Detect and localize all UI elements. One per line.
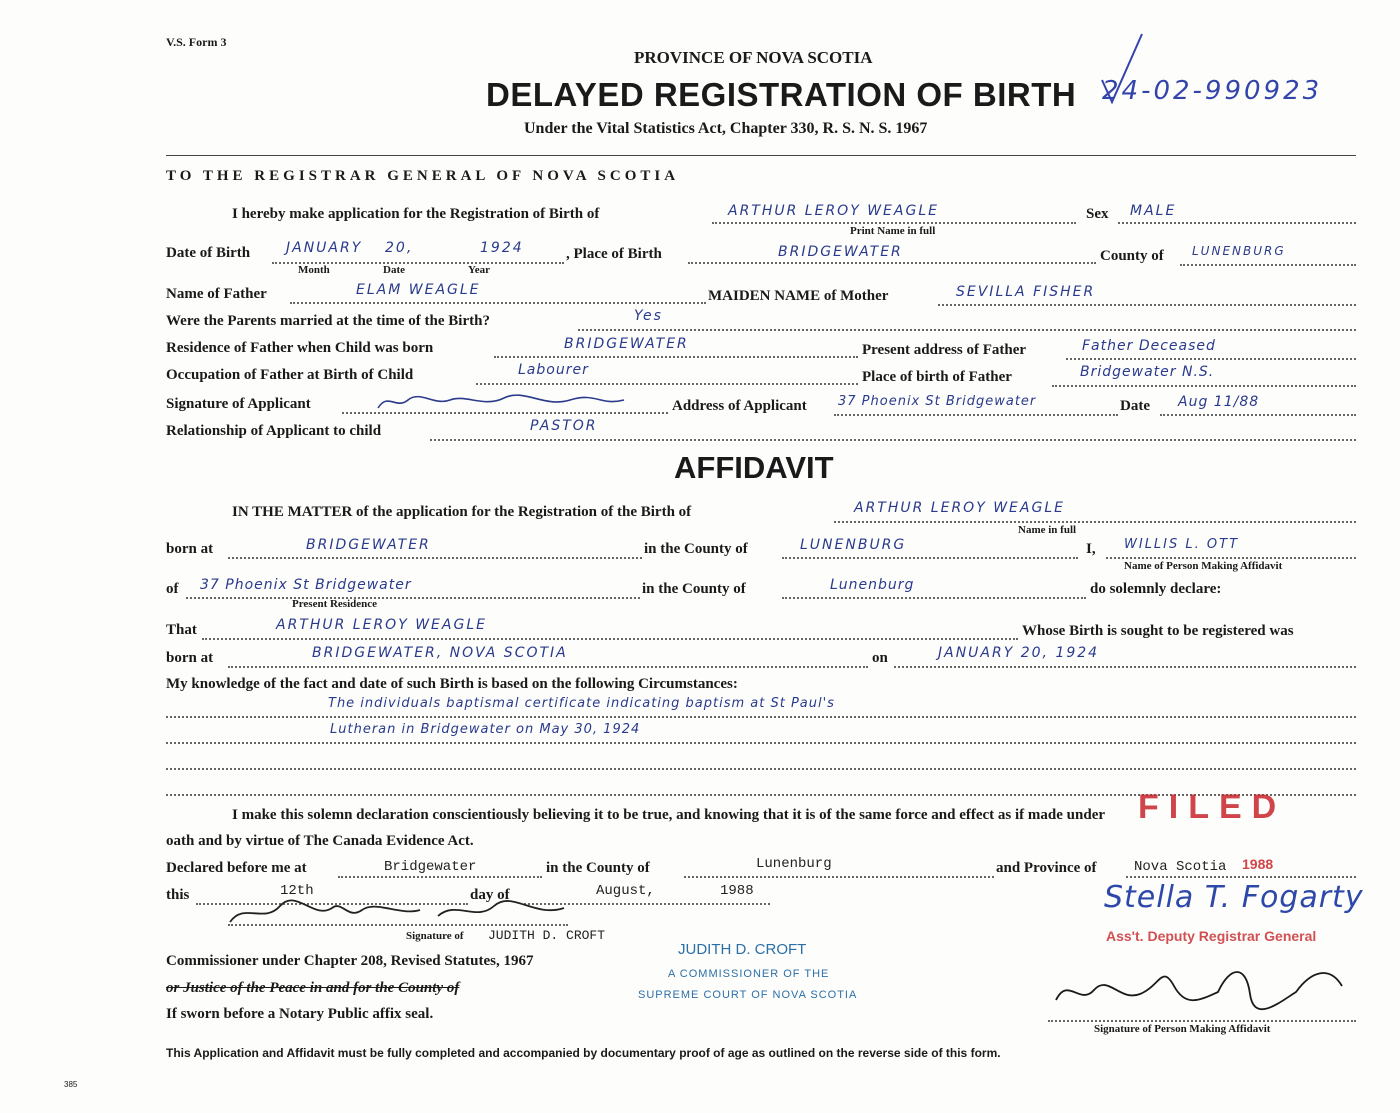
month-field: August, — [596, 883, 655, 899]
father-pob-field: Bridgewater N.S. — [1080, 364, 1215, 380]
filed-year-stamp: 1988 — [1242, 856, 1274, 872]
circumstance-line-2: Lutheran in Bridgewater on May 30, 1924 — [330, 722, 641, 737]
province-label: and Province of — [996, 860, 1097, 876]
affiant-field: WILLIS L. OTT — [1124, 537, 1240, 552]
registrar-title-stamp: Ass't. Deputy Registrar General — [1106, 928, 1317, 944]
relationship-label: Relationship of Applicant to child — [166, 423, 382, 439]
declared-at-field: Bridgewater — [384, 859, 477, 875]
on-date-field: JANUARY 20, 1924 — [938, 645, 1100, 661]
header-divider — [166, 155, 1356, 156]
mother-label: MAIDEN NAME of Mother — [708, 288, 889, 304]
dob-date-field: 20, — [385, 240, 414, 256]
checkmark-icon — [1098, 30, 1148, 110]
pob-field: BRIDGEWATER — [778, 244, 903, 260]
in-county-label-2: in the County of — [642, 581, 746, 597]
county-label: County of — [1100, 248, 1164, 264]
affiant-note: Name of Person Making Affidavit — [1124, 560, 1283, 572]
affiant-county-field: Lunenburg — [830, 577, 915, 593]
page-title: DELAYED REGISTRATION OF BIRTH — [486, 76, 1077, 113]
residence-note: Present Residence — [292, 598, 378, 610]
filed-stamp: FILED — [1138, 788, 1287, 826]
croft-stamp-line3: SUPREME COURT OF NOVA SCOTIA — [638, 989, 858, 1001]
that-label: That — [166, 622, 197, 638]
this-label: this — [166, 887, 190, 903]
applicant-address-label: Address of Applicant — [672, 398, 807, 414]
pob-label: , Place of Birth — [566, 246, 662, 262]
married-field: Yes — [634, 308, 663, 324]
commissioner-line: Commissioner under Chapter 208, Revised Statutes, 1967 — [166, 953, 534, 969]
i-label: I, — [1086, 541, 1096, 557]
to-registrar-line: TO THE REGISTRAR GENERAL OF NOVA SCOTIA — [166, 168, 680, 184]
in-county-label: in the County of — [644, 541, 748, 557]
mother-field: SEVILLA FISHER — [956, 284, 1096, 300]
subtitle: Under the Vital Statistics Act, Chapter 330, R. S. N. S. 1967 — [524, 120, 928, 137]
day-num-field: 12th — [280, 883, 314, 899]
affiant-signature-label: Signature of Person Making Affidavit — [1094, 1023, 1271, 1035]
affiant-residence-field: 37 Phoenix St Bridgewater — [200, 577, 412, 593]
affiant-signature — [1050, 956, 1350, 1020]
father-field: ELAM WEAGLE — [356, 282, 481, 298]
residence-label: Residence of Father when Child was born — [166, 340, 434, 356]
year-field: 1988 — [720, 883, 754, 899]
present-addr-field: Father Deceased — [1082, 338, 1216, 354]
occupation-label: Occupation of Father at Birth of Child — [166, 367, 414, 383]
born-at-label-2: born at — [166, 650, 214, 666]
day-of-label: day of — [470, 887, 510, 903]
date-field: Aug 11/88 — [1178, 394, 1260, 410]
in-county-label-3: in the County of — [546, 860, 650, 876]
child-name-field: ARTHUR LEROY WEAGLE — [728, 203, 939, 219]
of-label: of — [166, 581, 179, 597]
born-at-field-2: BRIDGEWATER, NOVA SCOTIA — [312, 645, 568, 661]
justice-line: or Justice of the Peace in and for the County of — [166, 980, 460, 996]
signature-label: Signature of Applicant — [166, 396, 311, 412]
name-full-note: Name in full — [1018, 524, 1077, 536]
form-id: V.S. Form 3 — [166, 35, 227, 49]
applicant-address-field: 37 Phoenix St Bridgewater — [838, 394, 1037, 409]
father-label: Name of Father — [166, 286, 267, 302]
notary-line: If sworn before a Notary Public affix seal. — [166, 1006, 434, 1022]
year-note: Year — [468, 264, 490, 276]
father-pob-label: Place of birth of Father — [862, 369, 1012, 385]
province-heading: PROVINCE OF NOVA SCOTIA — [634, 48, 873, 67]
matter-label: IN THE MATTER of the application for the Registration of the Birth of — [232, 504, 692, 520]
relationship-field: PASTOR — [530, 418, 598, 434]
applicant-signature — [374, 388, 634, 416]
commissioner-name: JUDITH D. CROFT — [488, 928, 606, 943]
solemn-line-1: I make this solemn declaration conscientiously believing it to be true, and knowing that it is of the same force and effect as if made under — [232, 807, 1106, 823]
whose-birth-label: Whose Birth is sought to be registered was — [1022, 623, 1294, 639]
present-addr-label: Present address of Father — [862, 342, 1027, 358]
that-name-field: ARTHUR LEROY WEAGLE — [276, 617, 487, 633]
dob-year-field: 1924 — [480, 240, 524, 256]
county-field: LUNENBURG — [1192, 244, 1286, 258]
month-note: Month — [298, 264, 330, 276]
date-note: Date — [383, 264, 405, 276]
registration-number: 24-02-990923 — [1102, 76, 1323, 106]
affidavit-county-field: LUNENBURG — [800, 537, 907, 553]
croft-stamp-name: JUDITH D. CROFT — [678, 941, 807, 958]
on-label: on — [872, 650, 888, 666]
dob-month-field: JANUARY — [286, 240, 363, 256]
application-intro: I hereby make application for the Registration of Birth of — [232, 206, 600, 222]
occupation-field: Labourer — [518, 362, 589, 378]
print-name-note: Print Name in full — [850, 225, 936, 237]
date-label: Date — [1120, 398, 1150, 414]
born-at-label: born at — [166, 541, 214, 557]
knowledge-label: My knowledge of the fact and date of such Birth is based on the following Circumstances: — [166, 676, 738, 692]
sex-label: Sex — [1086, 206, 1109, 222]
declared-province-field: Nova Scotia — [1134, 859, 1227, 875]
declare-label: do solemnly declare: — [1090, 581, 1222, 597]
page-code: 385 — [64, 1080, 78, 1089]
croft-stamp-line2: A COMMISSIONER OF THE — [668, 968, 830, 980]
married-label: Were the Parents married at the time of the Birth? — [166, 313, 490, 329]
dob-label: Date of Birth — [166, 245, 251, 261]
signature-of-label: Signature of — [406, 930, 464, 942]
registrar-signature: Stella T. Fogarty — [1104, 880, 1364, 915]
solemn-line-2: oath and by virtue of The Canada Evidence Act. — [166, 833, 474, 849]
affidavit-child-name: ARTHUR LEROY WEAGLE — [854, 500, 1065, 516]
born-at-field: BRIDGEWATER — [306, 537, 431, 553]
sex-field: MALE — [1130, 203, 1177, 219]
residence-field: BRIDGEWATER — [564, 336, 689, 352]
declared-county-field: Lunenburg — [756, 856, 832, 872]
footer-note: This Application and Affidavit must be fully completed and accompanied by documentary proof of age as outlined on the reverse side of this form. — [166, 1046, 1001, 1060]
declared-label: Declared before me at — [166, 860, 307, 876]
affidavit-heading: AFFIDAVIT — [674, 450, 834, 485]
circumstance-line-1: The individuals baptismal certificate indicating baptism at St Paul's — [328, 696, 835, 711]
commissioner-signature — [224, 892, 584, 932]
